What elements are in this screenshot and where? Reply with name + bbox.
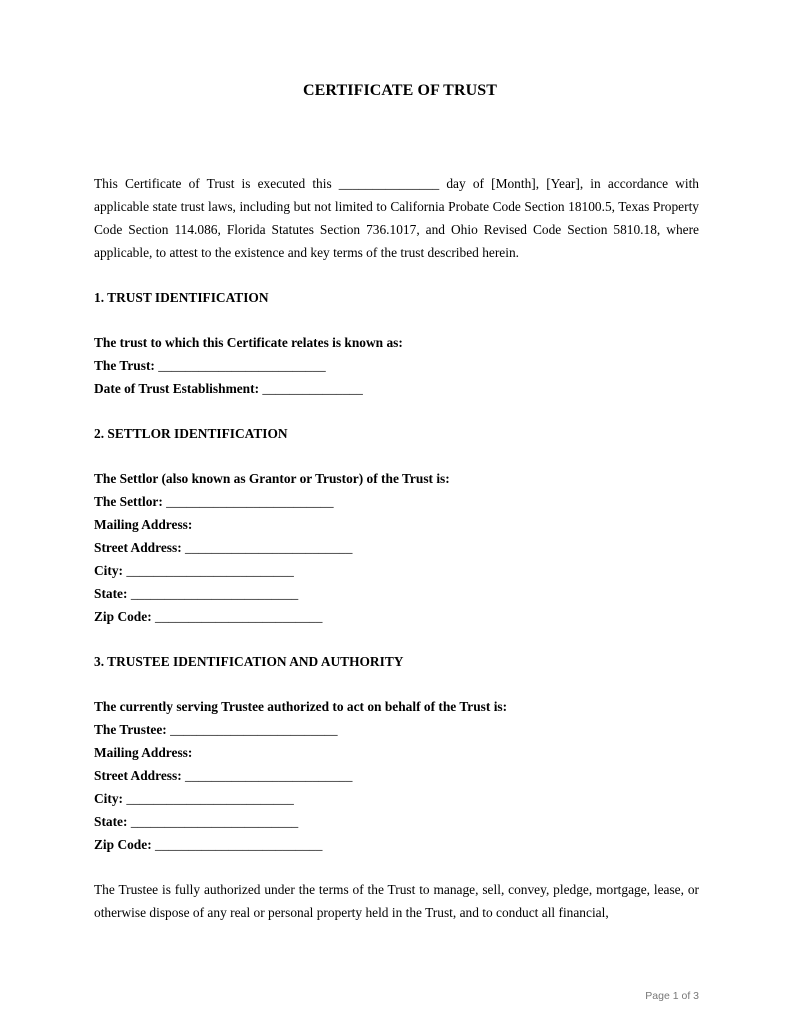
trustee-street-blank: _________________________ bbox=[185, 768, 353, 783]
trust-name-blank: _________________________ bbox=[158, 358, 326, 373]
trust-date-label: Date of Trust Establishment: bbox=[94, 381, 260, 396]
section-2-heading: 2. SETTLOR IDENTIFICATION bbox=[94, 426, 288, 441]
section-3-heading: 3. TRUSTEE IDENTIFICATION AND AUTHORITY bbox=[94, 654, 404, 669]
settlor-zip-label: Zip Code: bbox=[94, 609, 152, 624]
settlor-blank: _________________________ bbox=[166, 494, 334, 509]
document-body bbox=[94, 172, 714, 924]
settlor-state-label: State: bbox=[94, 586, 128, 601]
settlor-state-blank: _________________________ bbox=[130, 586, 299, 601]
page-number: Page 1 of 3 bbox=[645, 990, 699, 1002]
trust-name-field bbox=[94, 354, 714, 377]
trust-date-field bbox=[94, 377, 714, 400]
settlor-label: The Settlor: bbox=[94, 494, 163, 509]
trust-name-label: The Trust: bbox=[94, 358, 155, 373]
trustee-blank: _________________________ bbox=[170, 722, 338, 737]
section-3-lead: The currently serving Trustee authorized to act on behalf of the Trust is: bbox=[94, 699, 508, 714]
settlor-city-field bbox=[94, 559, 714, 582]
settlor-street-field bbox=[94, 536, 714, 559]
trustee-city-label: City: bbox=[94, 791, 124, 806]
trustee-state-label: State: bbox=[94, 814, 128, 829]
intro-paragraph: This Certificate of Trust is executed this _______________ day of [Month], [Year], in accordance with applicable state trust laws, including but not limited to California Probate Code Section 18100.5, Texas Property Code Section 114.086, Florida Statutes Section 736.1017, and Ohio Revised Code Section 5810.18, where applicable, to attest to the existence and key terms of the trust described herein. bbox=[94, 176, 699, 260]
trustee-street-field bbox=[94, 764, 714, 787]
trustee-state-blank: _________________________ bbox=[130, 814, 299, 829]
section-3-fields bbox=[94, 695, 714, 856]
settlor-zip-blank: _________________________ bbox=[155, 609, 323, 624]
trustee-zip-label: Zip Code: bbox=[94, 837, 152, 852]
closing-paragraph: The Trustee is fully authorized under the terms of the Trust to manage, sell, convey, pledge, mortgage, lease, or otherwise dispose of any real or personal property held in the Trust, and to conduct all financial, bbox=[94, 882, 699, 920]
trustee-street-label: Street Address: bbox=[94, 768, 182, 783]
section-1-fields bbox=[94, 331, 714, 400]
settlor-street-blank: _________________________ bbox=[185, 540, 353, 555]
section-1-heading: 1. TRUST IDENTIFICATION bbox=[94, 290, 269, 305]
section-2-lead: The Settlor (also known as Grantor or Trustor) of the Trust is: bbox=[94, 471, 450, 486]
settlor-state-field bbox=[94, 582, 714, 605]
trust-date-blank: _______________ bbox=[262, 381, 363, 396]
settlor-city-blank: _________________________ bbox=[126, 563, 294, 578]
trustee-zip-field bbox=[94, 833, 714, 856]
settlor-city-label: City: bbox=[94, 563, 124, 578]
trustee-city-field bbox=[94, 787, 714, 810]
section-1-lead: The trust to which this Certificate relates is known as: bbox=[94, 335, 403, 350]
settlor-zip-field bbox=[94, 605, 714, 628]
settlor-mailing-label: Mailing Address: bbox=[94, 517, 193, 532]
trustee-field bbox=[94, 718, 714, 741]
section-2-fields bbox=[94, 467, 714, 628]
trustee-city-blank: _________________________ bbox=[126, 791, 294, 806]
settlor-field bbox=[94, 490, 714, 513]
document-title: CERTIFICATE OF TRUST bbox=[302, 82, 498, 99]
trustee-zip-blank: _________________________ bbox=[155, 837, 323, 852]
trustee-label: The Trustee: bbox=[94, 722, 167, 737]
settlor-street-label: Street Address: bbox=[94, 540, 182, 555]
trustee-mailing-label: Mailing Address: bbox=[94, 745, 193, 760]
trustee-state-field bbox=[94, 810, 714, 833]
